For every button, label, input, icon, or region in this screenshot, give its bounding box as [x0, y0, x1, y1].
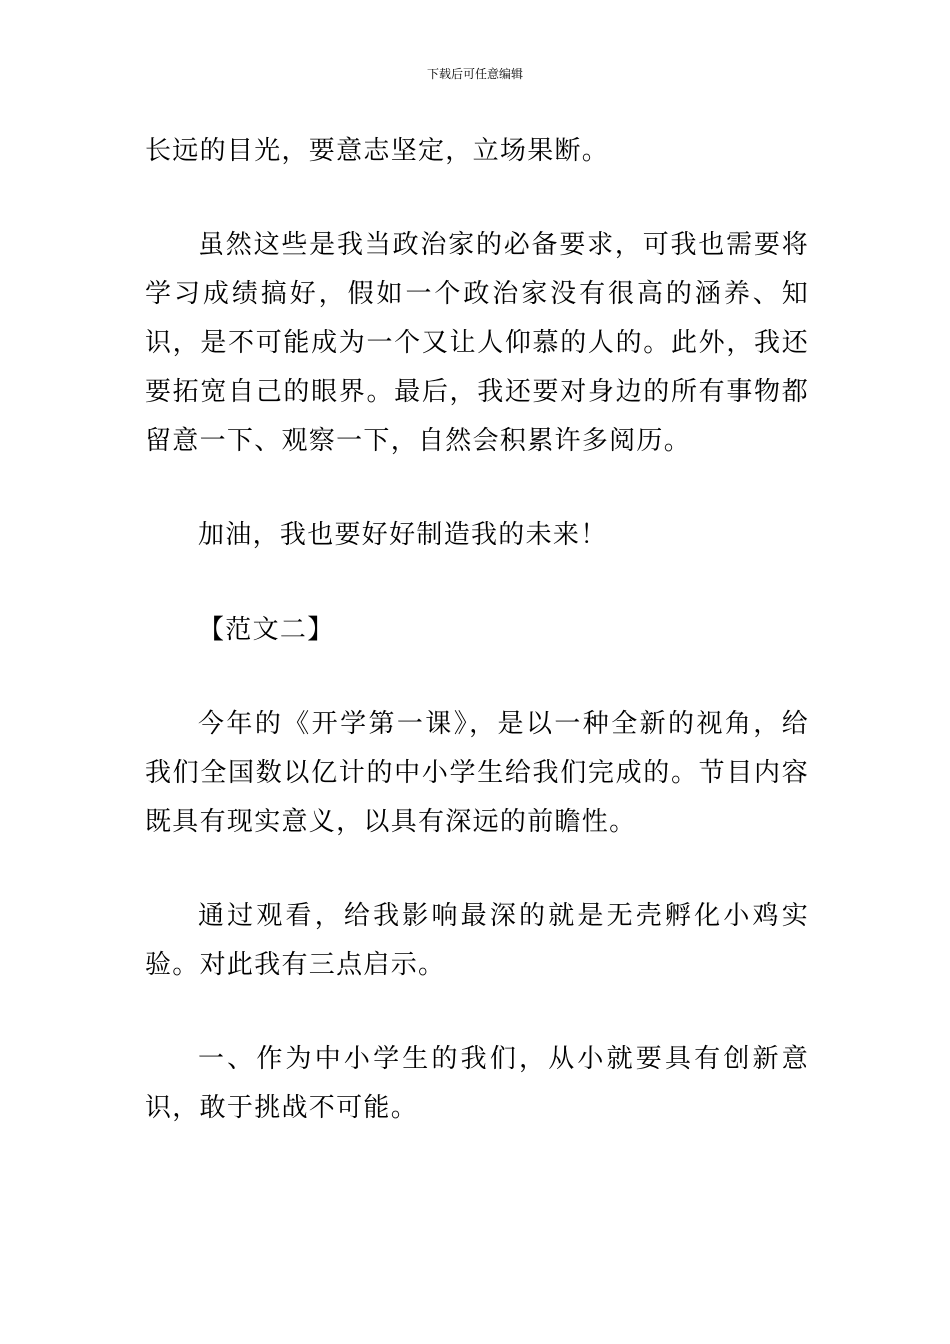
section-heading-sample-two: 【范文二】 [198, 615, 335, 645]
document-body [145, 127, 809, 1133]
paragraph-continuation: 长远的目光，要意志坚定，立场果断。 [145, 136, 610, 166]
paragraph-first-lesson: 今年的《开学第一课》，是以一种全新的视角，给我们全国数以亿计的中小学生给我们完成的。节目内容既具有现实意义，以具有深远的前瞻性。 [145, 709, 809, 837]
paragraph-politician-requirements: 虽然这些是我当政治家的必备要求，可我也需要将学习成绩搞好，假如一个政治家没有很高的涵养、知识，是不可能成为一个又让人仰慕的人的。此外，我还要拓宽自己的眼界。最后，我还要对身边的所有事物都留意一下、观察一下，自然会积累许多阅历。 [145, 230, 809, 456]
page-header-note: 下载后可任意编辑 [426, 67, 523, 81]
paragraph-chick-experiment: 通过观看，给我影响最深的就是无壳孵化小鸡实验。对此我有三点启示。 [145, 901, 809, 980]
paragraph-encouragement: 加油，我也要好好制造我的未来！ [198, 520, 608, 550]
paragraph-point-one: 一、作为中小学生的我们，从小就要具有创新意识，敢于挑战不可能。 [145, 1044, 809, 1123]
